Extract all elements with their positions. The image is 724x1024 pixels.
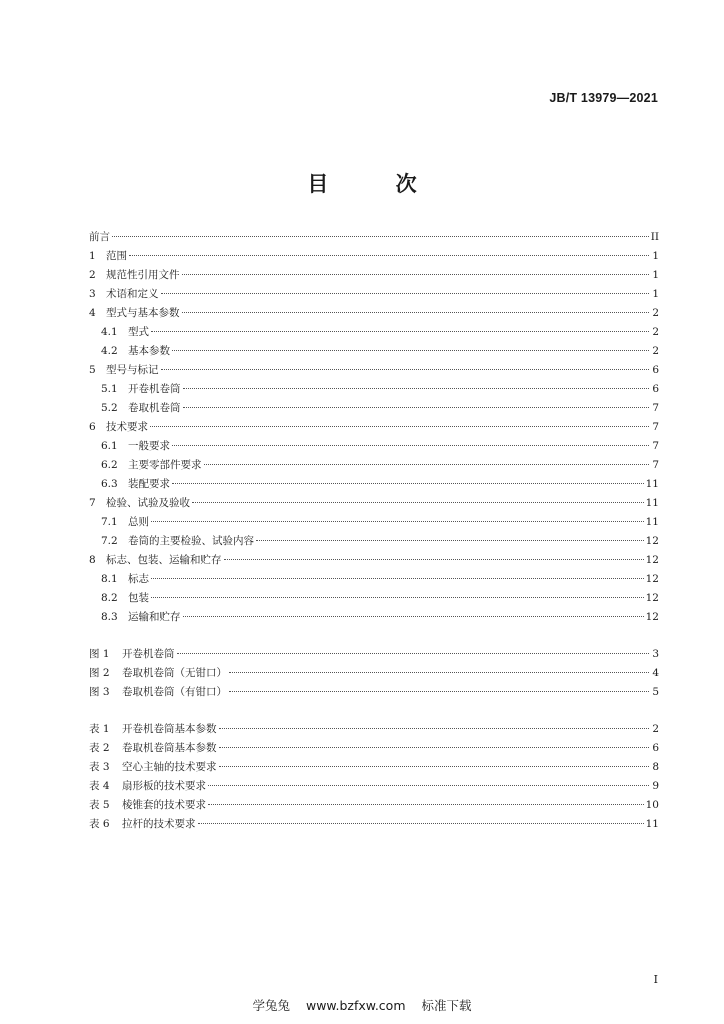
entry-page: 7 xyxy=(652,421,659,433)
toc-entry[interactable] xyxy=(89,494,659,513)
entry-page: 1 xyxy=(652,288,659,300)
entry-page: 5 xyxy=(652,686,659,698)
entry-number: 5.2 xyxy=(101,402,118,414)
toc-entry[interactable] xyxy=(89,532,659,551)
dot-leader xyxy=(151,521,644,522)
dot-leader xyxy=(182,274,650,275)
entry-page: 11 xyxy=(645,497,659,509)
toc-entry[interactable] xyxy=(89,570,659,589)
toc-entry[interactable] xyxy=(89,608,659,627)
entry-number: 图 1 xyxy=(89,648,110,660)
entry-number: 4.1 xyxy=(101,326,118,338)
dot-leader xyxy=(229,691,649,692)
dot-leader xyxy=(219,728,650,729)
table-entry[interactable] xyxy=(89,739,659,758)
dot-leader xyxy=(219,766,650,767)
entry-title: 标志、包装、运输和贮存 xyxy=(106,554,222,566)
entry-number: 7.1 xyxy=(101,516,118,528)
entry-page: 4 xyxy=(652,667,659,679)
entry-page: 12 xyxy=(645,573,659,585)
dot-leader xyxy=(161,293,650,294)
entry-title: 运输和贮存 xyxy=(128,611,181,623)
dot-leader xyxy=(151,331,649,332)
table-of-contents xyxy=(89,228,659,834)
entry-page: 11 xyxy=(645,516,659,528)
footer-url[interactable]: www.bzfxw.com xyxy=(305,998,406,1013)
entry-number: 图 2 xyxy=(89,667,110,679)
toc-tables xyxy=(89,720,659,834)
dot-leader xyxy=(183,407,650,408)
entry-page: 2 xyxy=(652,345,659,357)
table-entry[interactable] xyxy=(89,777,659,796)
entry-page: 7 xyxy=(652,459,659,471)
entry-title: 标志 xyxy=(128,573,149,585)
entry-title: 术语和定义 xyxy=(106,288,159,300)
toc-entry[interactable] xyxy=(89,475,659,494)
entry-page: 2 xyxy=(652,326,659,338)
entry-page: 3 xyxy=(652,648,659,660)
entry-title: 主要零部件要求 xyxy=(128,459,202,471)
entry-number: 7.2 xyxy=(101,535,118,547)
entry-title: 前言 xyxy=(89,231,110,243)
dot-leader xyxy=(150,426,649,427)
entry-title: 技术要求 xyxy=(106,421,148,433)
dot-leader xyxy=(219,747,650,748)
entry-title: 检验、试验及验收 xyxy=(106,497,190,509)
dot-leader xyxy=(192,502,644,503)
figure-entry[interactable] xyxy=(89,683,659,702)
entry-number: 6.3 xyxy=(101,478,118,490)
entry-title: 开卷机卷筒 xyxy=(122,648,175,660)
section-gap xyxy=(89,702,659,720)
entry-page: 10 xyxy=(645,799,659,811)
dot-leader xyxy=(182,312,650,313)
entry-page: 6 xyxy=(652,364,659,376)
toc-entry[interactable] xyxy=(89,380,659,399)
entry-number: 4 xyxy=(89,307,96,319)
entry-number: 1 xyxy=(89,250,96,262)
entry-number: 6.1 xyxy=(101,440,118,452)
dot-leader xyxy=(183,388,650,389)
entry-title: 一般要求 xyxy=(128,440,170,452)
toc-entry[interactable] xyxy=(89,361,659,380)
dot-leader xyxy=(256,540,644,541)
entry-page: 9 xyxy=(652,780,659,792)
toc-entry[interactable] xyxy=(89,551,659,570)
toc-figures xyxy=(89,645,659,702)
entry-title: 包装 xyxy=(128,592,149,604)
entry-number: 4.2 xyxy=(101,345,118,357)
entry-title: 型号与标记 xyxy=(106,364,159,376)
dot-leader xyxy=(161,369,650,370)
entry-number: 表 3 xyxy=(89,761,110,773)
table-entry[interactable] xyxy=(89,815,659,834)
toc-entry[interactable] xyxy=(89,456,659,475)
dot-leader xyxy=(172,445,649,446)
entry-number: 8.2 xyxy=(101,592,118,604)
entry-number: 表 4 xyxy=(89,780,110,792)
toc-entry[interactable] xyxy=(89,437,659,456)
section-gap xyxy=(89,627,659,645)
entry-number: 8.1 xyxy=(101,573,118,585)
dot-leader xyxy=(183,616,644,617)
dot-leader xyxy=(177,653,650,654)
table-entry[interactable] xyxy=(89,758,659,777)
dot-leader xyxy=(151,597,644,598)
entry-title: 基本参数 xyxy=(128,345,170,357)
toc-entry[interactable] xyxy=(89,247,659,266)
toc-entry[interactable] xyxy=(89,399,659,418)
dot-leader xyxy=(208,785,649,786)
entry-number: 5.1 xyxy=(101,383,118,395)
entry-title: 装配要求 xyxy=(128,478,170,490)
entry-title: 拉杆的技术要求 xyxy=(122,818,196,830)
page-title: 目 次 xyxy=(307,172,447,196)
toc-entry[interactable] xyxy=(89,589,659,608)
toc-entry[interactable] xyxy=(89,228,659,247)
figure-entry[interactable] xyxy=(89,664,659,683)
table-entry[interactable] xyxy=(89,720,659,739)
footer xyxy=(0,996,724,1014)
entry-number: 表 6 xyxy=(89,818,110,830)
footer-site-name: 学兔兔 xyxy=(252,998,290,1013)
entry-title: 总则 xyxy=(128,516,149,528)
entry-page: 7 xyxy=(652,440,659,452)
entry-title: 型式 xyxy=(128,326,149,338)
entry-number: 3 xyxy=(89,288,96,300)
figure-entry[interactable] xyxy=(89,645,659,664)
entry-title: 开卷机卷筒基本参数 xyxy=(122,723,217,735)
dot-leader xyxy=(198,823,644,824)
entry-page: 12 xyxy=(645,592,659,604)
entry-title: 卷筒的主要检验、试验内容 xyxy=(128,535,254,547)
entry-title: 型式与基本参数 xyxy=(106,307,180,319)
toc-entry[interactable] xyxy=(89,323,659,342)
toc-entry[interactable] xyxy=(89,342,659,361)
entry-page: 1 xyxy=(652,269,659,281)
entry-page: 6 xyxy=(652,383,659,395)
entry-page: 12 xyxy=(645,554,659,566)
dot-leader xyxy=(229,672,649,673)
dot-leader xyxy=(208,804,644,805)
entry-number: 6 xyxy=(89,421,96,433)
entry-number: 图 3 xyxy=(89,686,110,698)
entry-page: 11 xyxy=(645,478,659,490)
entry-title: 扇形板的技术要求 xyxy=(122,780,206,792)
entry-page: 2 xyxy=(652,307,659,319)
dot-leader xyxy=(224,559,644,560)
entry-number: 7 xyxy=(89,497,96,509)
toc-entry[interactable] xyxy=(89,266,659,285)
table-entry[interactable] xyxy=(89,796,659,815)
entry-page: 12 xyxy=(645,535,659,547)
entry-title: 卷取机卷筒基本参数 xyxy=(122,742,217,754)
entry-page: 12 xyxy=(645,611,659,623)
toc-sections xyxy=(89,228,659,627)
toc-entry[interactable] xyxy=(89,285,659,304)
entry-title: 规范性引用文件 xyxy=(106,269,180,281)
toc-entry[interactable] xyxy=(89,418,659,437)
dot-leader xyxy=(204,464,650,465)
entry-title: 棱锥套的技术要求 xyxy=(122,799,206,811)
footer-tagline: 标准下载 xyxy=(421,998,472,1013)
entry-number: 表 5 xyxy=(89,799,110,811)
entry-page: 2 xyxy=(652,723,659,735)
entry-page: 11 xyxy=(645,818,659,830)
entry-title: 卷取机卷筒（无钳口） xyxy=(122,667,227,679)
entry-number: 2 xyxy=(89,269,96,281)
entry-title: 卷取机卷筒 xyxy=(128,402,181,414)
entry-number: 表 2 xyxy=(89,742,110,754)
entry-number: 8.3 xyxy=(101,611,118,623)
dot-leader xyxy=(129,255,649,256)
entry-page: 8 xyxy=(652,761,659,773)
entry-number: 6.2 xyxy=(101,459,118,471)
toc-entry[interactable] xyxy=(89,304,659,323)
standard-number: JB/T 13979—2021 xyxy=(549,91,658,105)
entry-page: 7 xyxy=(652,402,659,414)
entry-number: 5 xyxy=(89,364,96,376)
entry-page: 6 xyxy=(652,742,659,754)
entry-number: 表 1 xyxy=(89,723,110,735)
entry-title: 开卷机卷筒 xyxy=(128,383,181,395)
entry-title: 空心主轴的技术要求 xyxy=(122,761,217,773)
entry-page: 1 xyxy=(652,250,659,262)
page-number: I xyxy=(653,973,658,986)
entry-number: 8 xyxy=(89,554,96,566)
dot-leader xyxy=(151,578,644,579)
dot-leader xyxy=(112,236,649,237)
dot-leader xyxy=(172,483,644,484)
entry-title: 范围 xyxy=(106,250,127,262)
toc-entry[interactable] xyxy=(89,513,659,532)
dot-leader xyxy=(172,350,649,351)
entry-page: II xyxy=(650,231,659,243)
entry-title: 卷取机卷筒（有钳口） xyxy=(122,686,227,698)
